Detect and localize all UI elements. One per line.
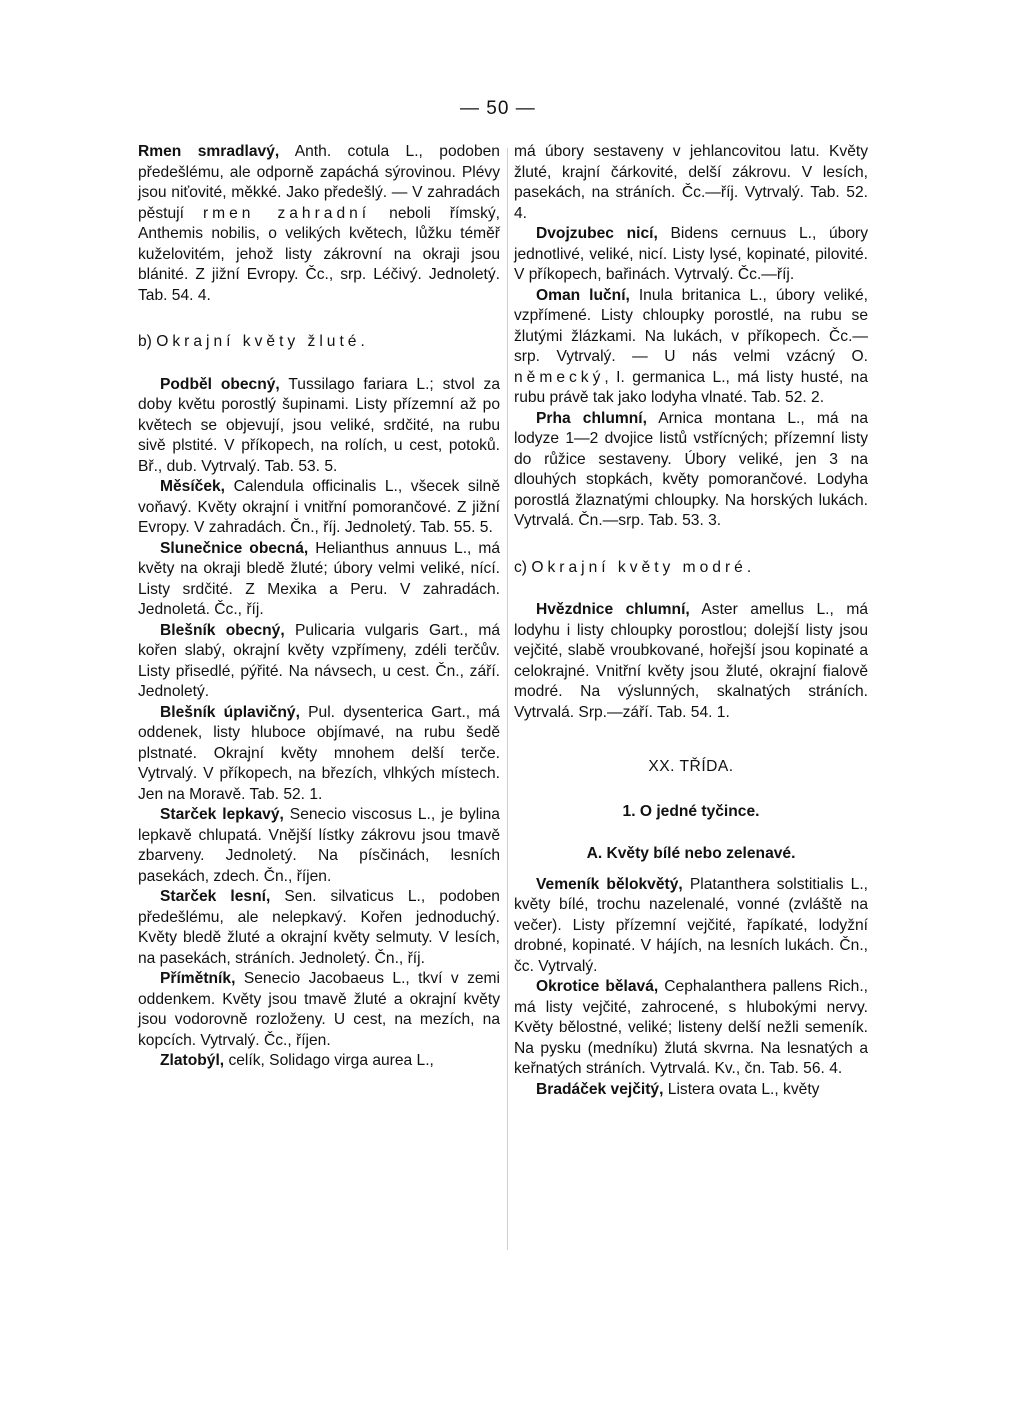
entry-text: Cephalanthera pallens Rich., má listy vejčité, zahrocené, s hlubokými nervy. Květy bělostné, veliké; listeny delší nežli semeník. Na pysku (medníku) žlutá skvrna. Na lesnatých a keřnatých stráních. Vytrvalá. Kv., čn. Tab. 56. 4. — [514, 978, 868, 1077]
entry-text: Bidens cernuus L., úbory jednotlivé, veliké, nicí. Listy lysé, kopinaté, pilovité. V příkopech, bařinách. Vytrvalý. Čc.—říj. — [514, 225, 868, 283]
right-column — [514, 142, 868, 1100]
entry-name: Okrotice bělavá, — [536, 978, 659, 995]
entry-text: Arnica montana L., má na lodyze 1—2 dvojice listů vstřícných; přízemní listy do růžice sestaveny. Úbory veliké, jen 3 na dlouhých stopkách, květy pomorančové. Lodyha porostlá žlaznatými chloupky. Na horských lukách. Vytrvalá. Čn.—srp. Tab. 53. 3. — [514, 409, 868, 529]
entry-name: Blešník obecný, — [160, 621, 285, 639]
entry-zlatobyl-continued — [514, 142, 868, 224]
entry-text: Senecio Jacobaeus L., tkví v zemi oddenkem. Květy jsou tmavě žluté a okrajní květy jsou vodorovně rozloženy. U cest, na mezích, na kopcích. Vytrvalý. Čc., říjen. — [138, 970, 500, 1049]
entry-name: Starček lepkavý, — [160, 806, 284, 823]
entry-podbel-obecny — [138, 375, 500, 478]
spaced-term: německý — [514, 368, 605, 386]
section-heading-c — [514, 558, 868, 579]
entry-text: Sen. silvaticus L., podoben předešlému, ale nelepkavý. Kořen jednoduchý. Květy bledě žluté a okrajní květy selmuty. V lesích, na pasekách, stráních. Jednoletý. Čn., říj. — [138, 888, 500, 967]
entry-text: Calendula officinalis L., všecek silně voňavý. Květy okrajní i vnitřní pomorančové. Z jižní Evropy. V zahradách. Čn., říj. Jednoletý. Tab. 55. 5. — [138, 478, 500, 536]
entry-name: Přímětník, — [160, 970, 236, 987]
entry-slunecnice — [138, 539, 500, 621]
class-title: XX. TŘÍDA. — [648, 758, 734, 775]
order-title: 1. O jedné tyčince. — [622, 802, 760, 820]
spaced-term: rmen zahradní — [202, 204, 371, 222]
heading-title: Okrajní květy modré. — [531, 558, 756, 576]
entry-dvojzubec — [514, 224, 868, 286]
entry-starcek-lesni — [138, 887, 500, 969]
entry-text: Listera ovata L., květy — [663, 1080, 820, 1098]
entry-text: , I. germanica L., má listy husté, na rubu právě tak jako lodyha vlnaté. Tab. 52. 2. — [514, 368, 868, 406]
entry-text: Aster amellus L., má lodyhu i listy chloupky porostlou; dolejší listy jsou vejčité, slabě vroubkované, hořejší jsou kopinaté a celokrajné. Vnitřní květy jsou žluté, okrajní fialově modré. Na výslunných, skalnatých stráních. Vytrvalá. Srp.—září. Tab. 54. 1. — [514, 601, 868, 721]
entry-text: Senecio viscosus L., je bylina lepkavě chlupatá. Vnější lístky zákrovu jsou tmavě zbarveny. Jednoletý. Na písčinách, lesních pasekách, zdech. Čn., říjen. — [138, 806, 500, 885]
entry-name: Vemeník bělokvětý, — [536, 875, 683, 893]
entry-name: Podběl obecný, — [160, 375, 280, 393]
group-title: A. Květy bílé nebo zelenavé. — [586, 845, 796, 862]
entry-prha-chlumni — [514, 409, 868, 532]
entry-blesnik-uplavicny — [138, 703, 500, 806]
section-heading-b — [138, 332, 500, 353]
entry-name: Bradáček vejčitý, — [536, 1080, 664, 1098]
entry-text: Tussilago fariara L.; stvol za doby květu porostlý šupinami. Listy přízemní až po květech se objevují, jsou veliké, srdčité, na rubu sivě plstité. V příkopech, na rolích, u cest, potoků. Bř., dub. Vytrvalý. Tab. 53. 5. — [138, 375, 500, 475]
entry-name: Zlatobýl, — [160, 1052, 225, 1069]
entry-name: Rmen smradlavý, — [138, 143, 280, 160]
entry-name: Blešník úplavičný, — [160, 703, 300, 721]
entry-blesnik-obecny — [138, 621, 500, 703]
entry-text: Anth. cotula L., podoben předešlému, ale odporně zapáchá sýrovinou. Plévy jsou niťovité, měkké. Jako předešlý. — V zahradách pěstují — [138, 143, 500, 222]
entry-name: Hvězdnice chlumní, — [536, 601, 690, 618]
entry-name: Starček lesní, — [160, 888, 271, 905]
entry-text: Pulicaria vulgaris Gart., má kořen slabý, okrajní květy vzpřímeny, zdéli terčův. Listy přisedlé, pýřité. Na návsech, u cest. Čn., září. Jednoletý. — [138, 621, 500, 700]
entry-rmen-smradlavy — [138, 142, 500, 306]
entry-text: Helianthus annuus L., má květy na okraji bledě žluté; úbory velmi veliké, nící. Listy srdčité. Z Mexika a Peru. V zahradách. Jednoletá. Čc., říj. — [138, 539, 501, 618]
entry-text: neboli římský, Anthemis nobilis, o velikých květech, lůžku téměř kuželovitém, jehož listy zákrovní na okraji jsou blánité. Z jižní Evropy. Čc., srp. Léčivý. Jednoletý. Tab. 54. 4. — [138, 204, 500, 304]
entry-hvezdnice — [514, 600, 868, 723]
entry-okrotice — [514, 977, 868, 1080]
entry-name: Slunečnice obecná, — [160, 539, 309, 557]
entry-bradacek — [514, 1080, 868, 1101]
entry-text: Pul. dysenterica Gart., má oddenek, listy hluboce objímavé, na rubu šedě plstnaté. Okrajní květy mnohem delší terče. Vytrvalý. V příkopech, na březích, vlhkých místech. Jen na Moravě. Tab. 52. 1. — [138, 703, 500, 803]
entry-name: Dvojzubec nicí, — [536, 225, 658, 242]
entry-starcek-lepkavy — [138, 805, 500, 887]
heading-prefix: b) — [138, 333, 157, 350]
entry-mesicek — [138, 477, 500, 539]
entry-text: má úbory sestaveny v jehlancovitou latu. Květy žluté, krajní čárkovité, delší zákrovu. V lesích, pasekách, na stráních. Čc.—říj. Vytrvalý. Tab. 52. 4. — [514, 143, 868, 222]
entry-zlatobyl — [138, 1051, 500, 1072]
entry-oman-lucni — [514, 286, 868, 409]
left-column — [138, 142, 500, 1072]
heading-prefix: c) — [514, 558, 532, 576]
column-divider — [507, 148, 508, 1250]
entry-primetnik — [138, 969, 500, 1051]
entry-text: celík, Solidago virga aurea L., — [224, 1052, 434, 1069]
entry-vemenik — [514, 875, 868, 978]
entry-text: Platanthera solstitialis L., květy bílé, trochu nazelenalé, vonné (zvláště na večer). Listy přízemní vejčité, řapíkaté, lodyžní drobné, kopinaté. V hájích, na lesních lukách. Čn., čc. Vytrvalý. — [514, 875, 868, 975]
entry-text: Inula britanica L., úbory veliké, vzpřímené. Listy chloupky porostlé, na rubu se žlutými žlázkami. Na lukách, v příkopech. Čc.—srp. Vytrvalý. — U nás velmi vzácný O. — [514, 286, 869, 365]
entry-name: Prha chlumní, — [536, 409, 647, 427]
heading-title: Okrajní květy žluté. — [156, 333, 369, 350]
page-number: — 50 — — [460, 98, 536, 119]
entry-name: Oman luční, — [536, 286, 630, 304]
entry-name: Měsíček, — [160, 478, 226, 495]
